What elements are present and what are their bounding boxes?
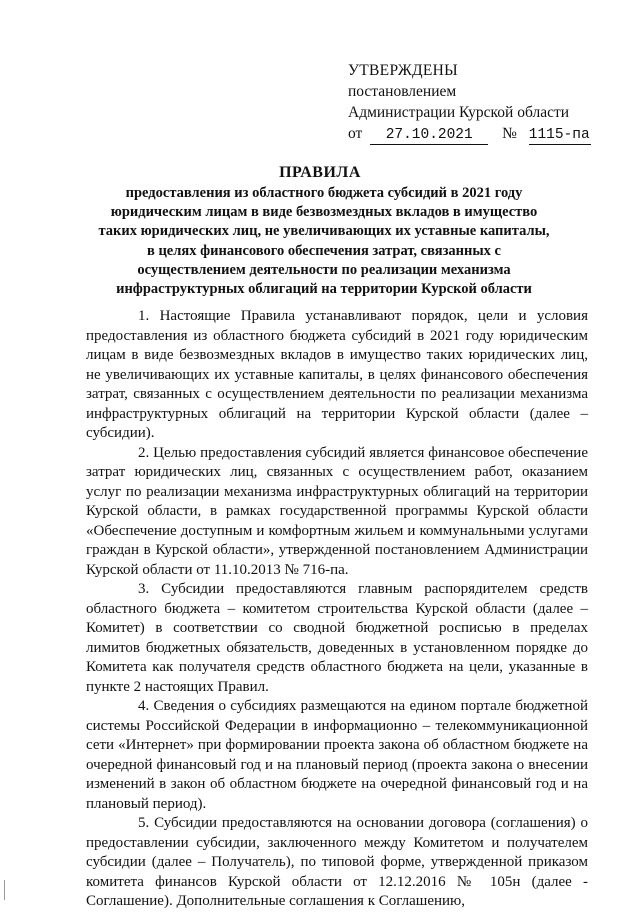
paragraph-3: 3. Субсидии предоставляются главным распорядителем средств областного бюджета – комитетом строительства Курской области (далее – Комитет) в соответствии со сводной бюджетной росписью в пределах лимитов бюджетных обязательств, доведенных в установленном порядке до Комитета как получателя средств областного бюджета на цели, указанные в пункте 2 настоящих Правил. xyxy=(86,581,588,695)
paragraph-1: 1. Настоящие Правила устанавливают порядок, цели и условия предоставления из областного бюджета субсидий в 2021 году юридическим лицам в виде безвозмездных вкладов в имущество таких юридических лиц, не увеличивающих их уставные капиталы, в целях финансового обеспечения затрат, связанных с осуществлением деятельности по реализации механизма инфраструктурных облигаций на территории Курской области (далее – субсидии). xyxy=(86,308,588,441)
approval-date-line xyxy=(348,123,608,145)
approval-title: УТВЕРЖДЕНЫ xyxy=(348,62,458,79)
date-prefix: от xyxy=(348,125,363,142)
number-prefix: № xyxy=(502,125,517,142)
approval-line-1: постановлением xyxy=(348,83,457,100)
scan-edge-mark xyxy=(4,880,5,900)
approval-date: 27.10.2021 xyxy=(370,127,488,145)
approval-number: 1115-па xyxy=(528,127,590,143)
paragraph-4: 4. Сведения о субсидиях размещаются на едином портале бюджетной системы Российской Федерации в информационно – телекоммуникационной сети «Интернет» при формировании проекта закона об областном бюджете на очередной финансовый год и на плановый период (проекта закона о внесении изменений в закон об областном бюджете на очередной финансовый год и на плановый период). xyxy=(86,698,588,812)
paragraph-5: 5. Субсидии предоставляются на основании договора (соглашения) о предоставлении субсидии, заключенного между Комитетом и получателем субсидии (далее – Получатель), по типовой форме, утвержденной приказом комитета финансов Курской области от 12.12.2016 № 105н (далее - Соглашение). Дополнительные соглашения к Соглашению, xyxy=(86,815,588,909)
paragraph-2: 2. Целью предоставления субсидий является финансовое обеспечение затрат юридических лиц, связанных с осуществлением работ, оказанием услуг по реализации механизма инфраструктурных облигаций на территории Курской области, в рамках государственной программы Курской области «Обеспечение доступным и комфортным жильем и коммунальными услугами граждан в Курской области», утвержденной постановлением Администрации Курской области от 11.10.2013 № 716-па. xyxy=(86,444,588,578)
approval-line-2: Администрации Курской области xyxy=(348,104,570,121)
document-body xyxy=(86,307,588,912)
approval-block xyxy=(348,60,608,145)
document-subtitle: предоставления из областного бюджета субсидий в 2021 году юридическим лицам в виде безвозмездных вкладов в имущество таких юридических лиц, не увеличивающих их уставные капиталы, в целях финансового обеспечения затрат, связанных с осуществлением деятельности по реализации механизма инфраструктурных облигаций на территории Курской области xyxy=(98,185,550,298)
document-title: ПРАВИЛА xyxy=(279,164,361,181)
